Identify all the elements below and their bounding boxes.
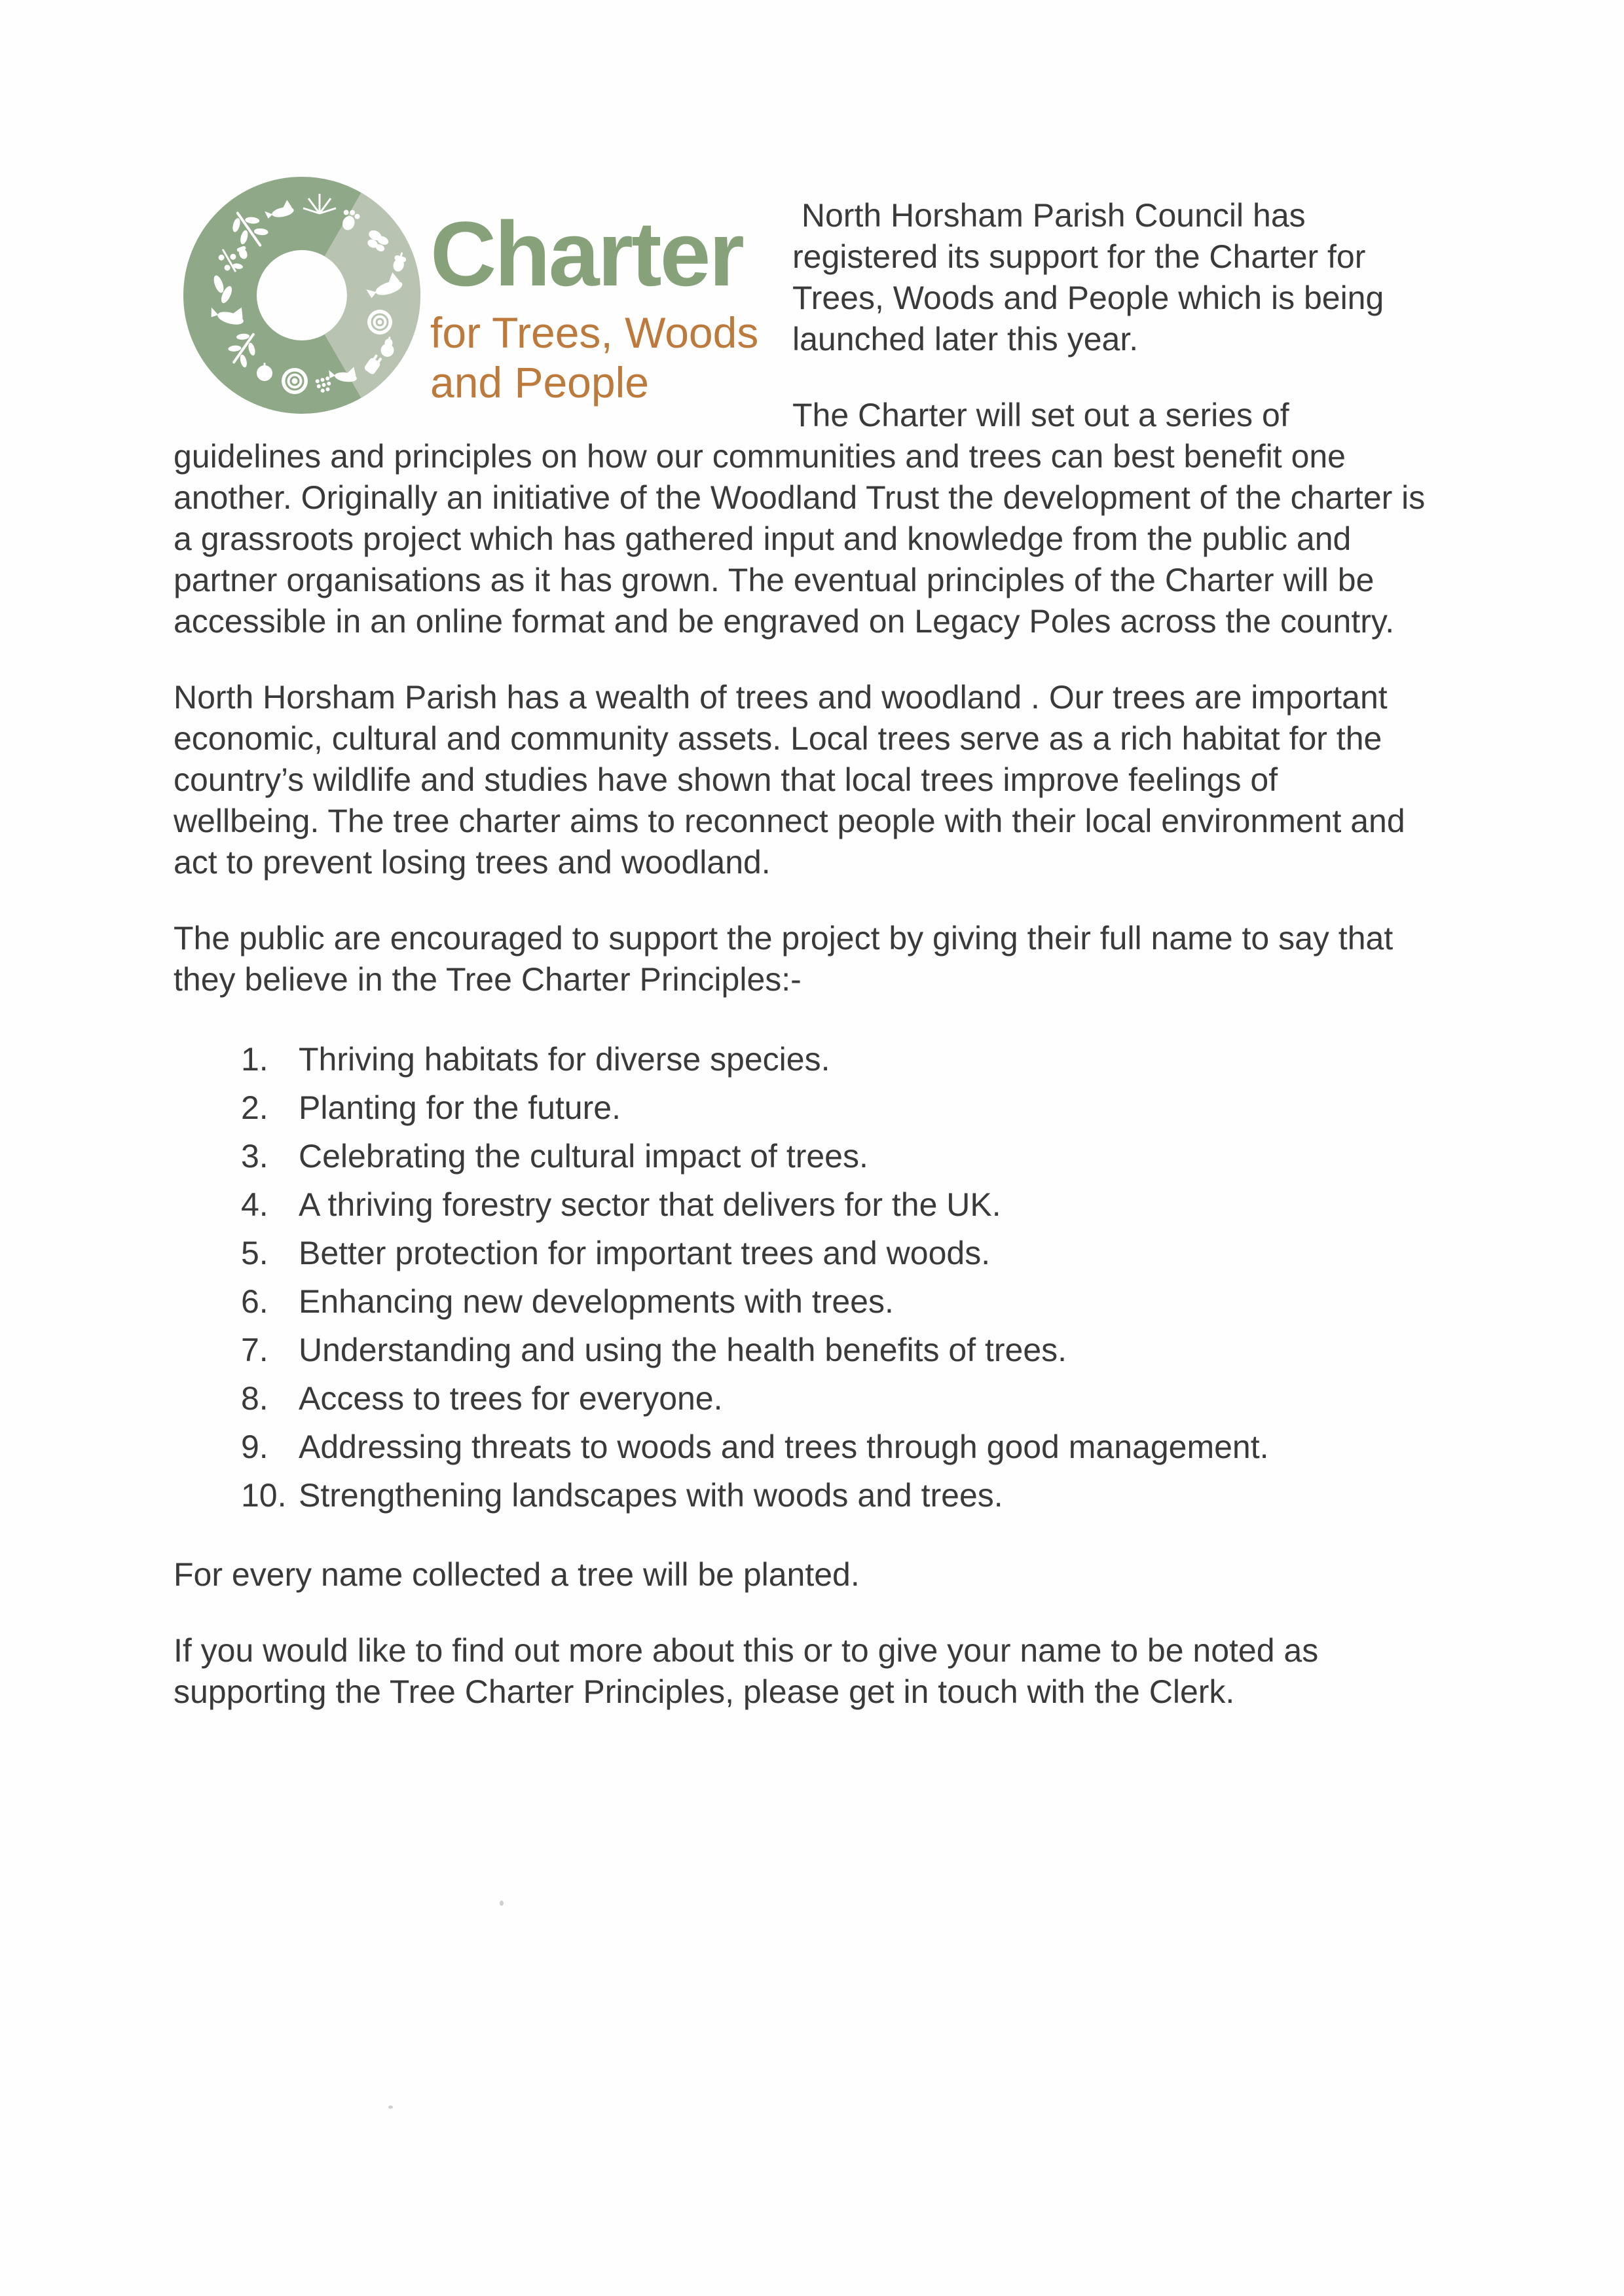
- principle-text: Celebrating the cultural impact of trees.: [299, 1138, 868, 1175]
- principle-number: 10.: [241, 1477, 287, 1514]
- contact-clerk-paragraph: If you would like to find out more about this or to give your name to be noted as supporting the Tree Charter Principles, please get in touch with the Clerk.: [174, 1632, 1319, 1710]
- principle-item: [241, 1084, 1428, 1132]
- wreath-icon: [183, 177, 420, 414]
- principle-number: 6.: [241, 1283, 268, 1320]
- principle-text: Thriving habitats for diverse species.: [299, 1041, 830, 1078]
- principle-text: Understanding and using the health benefits of trees.: [299, 1332, 1067, 1368]
- principle-item: [241, 1374, 1428, 1423]
- scan-speck: [388, 2105, 393, 2109]
- principle-text: Planting for the future.: [299, 1089, 621, 1126]
- principle-item: [241, 1229, 1428, 1277]
- principle-text: Better protection for important trees and woods.: [299, 1235, 991, 1271]
- principle-text: A thriving forestry sector that delivers for the UK.: [299, 1186, 1001, 1223]
- principle-number: 3.: [241, 1138, 268, 1175]
- charter-logo: [174, 177, 792, 414]
- charter-series-paragraph: The Charter will set out a series of guidelines and principles on how our communities and trees can best benefit one another. Originally an initiative of the Woodland Trust the development of the charter is a grassroots project which has gathered input and knowledge from the public and partner organisations as it has grown. The eventual principles of the Charter will be accessible in an online format and be engraved on Legacy Poles across the country.: [174, 397, 1426, 640]
- document-content: [174, 177, 1428, 1747]
- public-support-paragraph: The public are encouraged to support the project by giving their full name to say that they believe in the Tree Charter Principles:-: [174, 920, 1393, 998]
- principle-number: 5.: [241, 1235, 268, 1271]
- principle-text: Strengthening landscapes with woods and trees.: [299, 1477, 1003, 1514]
- principle-number: 8.: [241, 1380, 268, 1417]
- principle-text: Enhancing new developments with trees.: [299, 1283, 894, 1320]
- tree-charter-principles-list: [241, 1035, 1428, 1520]
- principle-number: 7.: [241, 1332, 268, 1368]
- logo-subtitle-line1: for Trees, Woods: [430, 308, 759, 357]
- principle-number: 2.: [241, 1089, 268, 1126]
- logo-subtitle-line2: and People: [430, 358, 649, 407]
- principle-item: [241, 1132, 1428, 1180]
- principle-item: [241, 1180, 1428, 1229]
- principle-item: [241, 1326, 1428, 1374]
- intro-paragraph: North Horsham Parish Council has registered its support for the Charter for Trees, Woods and People which is being launched later this year.: [792, 197, 1384, 357]
- principle-number: 1.: [241, 1041, 268, 1078]
- tree-planted-paragraph: For every name collected a tree will be planted.: [174, 1556, 860, 1593]
- principle-item: [241, 1423, 1428, 1471]
- principle-text: Addressing threats to woods and trees through good management.: [299, 1429, 1269, 1465]
- logo-text: [430, 202, 759, 407]
- scan-speck: [500, 1901, 504, 1906]
- principle-text: Access to trees for everyone.: [299, 1380, 723, 1417]
- principle-item: [241, 1471, 1428, 1520]
- principle-item: [241, 1277, 1428, 1326]
- principle-number: 4.: [241, 1186, 268, 1223]
- parish-trees-paragraph: North Horsham Parish has a wealth of trees and woodland . Our trees are important economic, cultural and community assets. Local trees serve as a rich habitat for the country’s wildlife and studies have shown that local trees improve feelings of wellbeing. The tree charter aims to reconnect people with their local environment and act to prevent losing trees and woodland.: [174, 679, 1405, 881]
- principle-number: 9.: [241, 1429, 268, 1465]
- logo-title: Charter: [430, 202, 743, 305]
- principle-item: [241, 1035, 1428, 1084]
